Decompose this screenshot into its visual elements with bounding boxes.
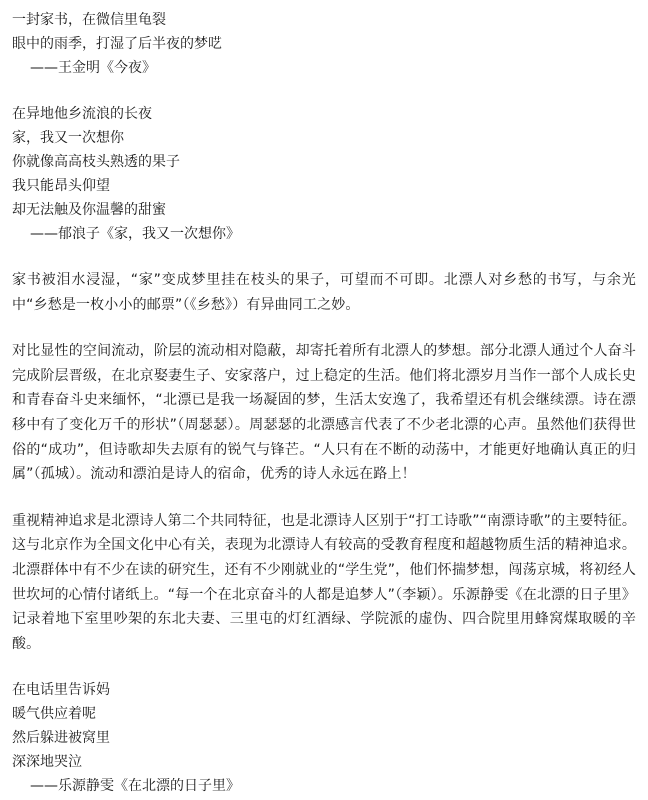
poem-line: 深深地哭泣 <box>12 754 82 771</box>
paragraph-homesickness: 家书被泪水浸湿，“家”变成梦里挂在枝头的果子，可望而不可即。北漂人对乡愁的书写，与余光中“乡愁是一枚小小的邮票”（《乡愁》）有异曲同工之妙。 <box>12 272 636 313</box>
poem-line: 你就像高高枝头熟透的果子 <box>12 154 180 170</box>
poem-attribution: ——王金明《今夜》 <box>30 60 156 76</box>
poem-line: 暖气供应着呢 <box>12 706 96 723</box>
poem-line: 然后躲进被窝里 <box>12 730 110 747</box>
poem-line: 眼中的雨季，打湿了后半夜的梦呓 <box>12 36 222 52</box>
poem-attribution: ——郁浪子《家，我又一次想你》 <box>30 226 240 242</box>
poem-attribution: ——乐源静雯《在北漂的日子里》 <box>30 778 240 795</box>
poem-excerpt-3 <box>12 678 636 798</box>
paragraph-class-mobility: 对比显性的空间流动，阶层的流动相对隐蔽，却寄托着所有北漂人的梦想。部分北漂人通过个人奋斗完成阶层晋级，在北京娶妻生子、安家落户，过上稳定的生活。他们将北漂岁月当作一部个人成长史和青春奋斗史来缅怀，“北漂已是我一场凝固的梦，生活太安逸了，我希望还有机会继续漂。诗在漂移中有了变化万千的形状”（周瑟瑟）。周瑟瑟的北漂感言代表了不少老北漂的心声。虽然他们获得世俗的“成功”，但诗歌却失去原有的锐气与锋芒。“人只有在不断的动荡中，才能更好地确认真正的归属”（孤城）。流动和漂泊是诗人的宿命，优秀的诗人永远在路上！ <box>12 343 636 483</box>
poem-line: 我只能昂头仰望 <box>12 178 110 194</box>
poem-line: 在异地他乡流浪的长夜 <box>12 106 152 122</box>
poem-line: 一封家书，在微信里龟裂 <box>12 12 166 28</box>
paragraph-spiritual-pursuit: 重视精神追求是北漂诗人第二个共同特征，也是北漂诗人区别于“打工诗歌”“南漂诗歌”的主要特征。这与北京作为全国文化中心有关，表现为北漂诗人有较高的受教育程度和超越物质生活的精神追求。北漂群体中有不少在读的研究生，还有不少刚就业的“学生党”，他们怀揣梦想，闯荡京城，将初经人世坎坷的心情付诸纸上。“每一个在北京奋斗的人都是追梦人”（李颖）。乐源静雯《在北漂的日子里》记录着地下室里吵架的东北夫妻、三里屯的灯红酒绿、学院派的虚伪、四合院里用蜂窝煤取暖的辛酸。 <box>12 512 636 652</box>
poem-line: 在电话里告诉妈 <box>12 682 110 699</box>
poem-excerpt-2 <box>12 102 636 246</box>
poem-line: 家，我又一次想你 <box>12 130 124 146</box>
poem-line: 却无法触及你温馨的甜蜜 <box>12 202 166 218</box>
poem-excerpt-1 <box>12 8 636 80</box>
